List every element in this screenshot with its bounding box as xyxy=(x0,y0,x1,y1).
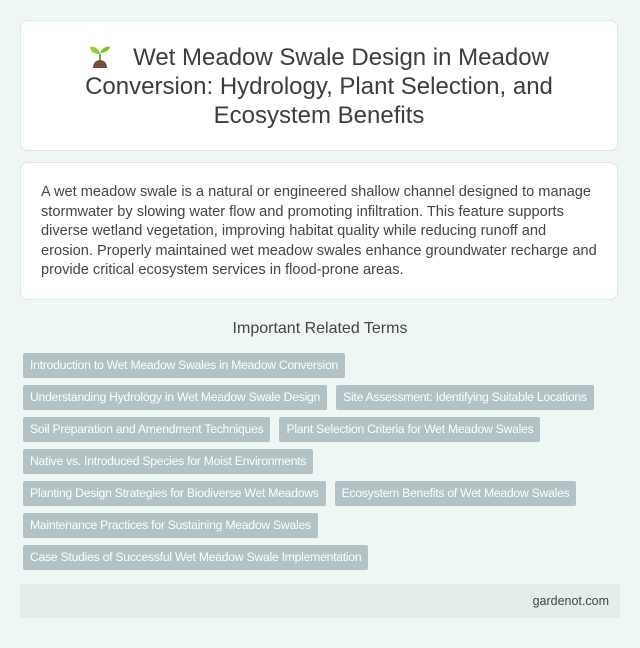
related-terms-list xyxy=(23,353,623,570)
page-title-text: Wet Meadow Swale Design in Meadow Conversion: Hydrology, Plant Selection, and Ecosystem Benefits xyxy=(85,43,553,129)
related-term-tag[interactable]: Understanding Hydrology in Wet Meadow Swale Design xyxy=(23,385,327,410)
related-terms-heading: Important Related Terms xyxy=(232,320,408,337)
description-text: A wet meadow swale is a natural or engineered shallow channel designed to manage stormwater by slowing water flow and promoting infiltration. This feature supports diverse wetland vegetation, improving habitat quality while reducing runoff and erosion. Properly maintained wet meadow swales enhance groundwater recharge and provide critical ecosystem services in flood-prone areas. xyxy=(41,184,597,279)
related-term-tag[interactable]: Case Studies of Successful Wet Meadow Swale Implementation xyxy=(23,545,368,570)
related-term-tag[interactable]: Site Assessment: Identifying Suitable Locations xyxy=(336,385,594,410)
footer-site-link[interactable]: gardenot.com xyxy=(532,594,609,608)
related-term-tag[interactable]: Maintenance Practices for Sustaining Meadow Swales xyxy=(23,513,318,538)
footer xyxy=(20,584,620,618)
related-term-tag[interactable]: Soil Preparation and Amendment Techniques xyxy=(23,417,270,442)
description-card xyxy=(20,162,618,300)
page-title xyxy=(59,42,579,130)
related-term-tag[interactable]: Native vs. Introduced Species for Moist Environments xyxy=(23,449,313,474)
related-term-tag[interactable]: Introduction to Wet Meadow Swales in Meadow Conversion xyxy=(23,353,345,378)
title-card xyxy=(20,20,618,151)
related-term-tag[interactable]: Planting Design Strategies for Biodiverse Wet Meadows xyxy=(23,481,326,506)
seedling-icon xyxy=(89,42,111,68)
related-term-tag[interactable]: Ecosystem Benefits of Wet Meadow Swales xyxy=(335,481,577,506)
related-term-tag[interactable]: Plant Selection Criteria for Wet Meadow Swales xyxy=(279,417,540,442)
